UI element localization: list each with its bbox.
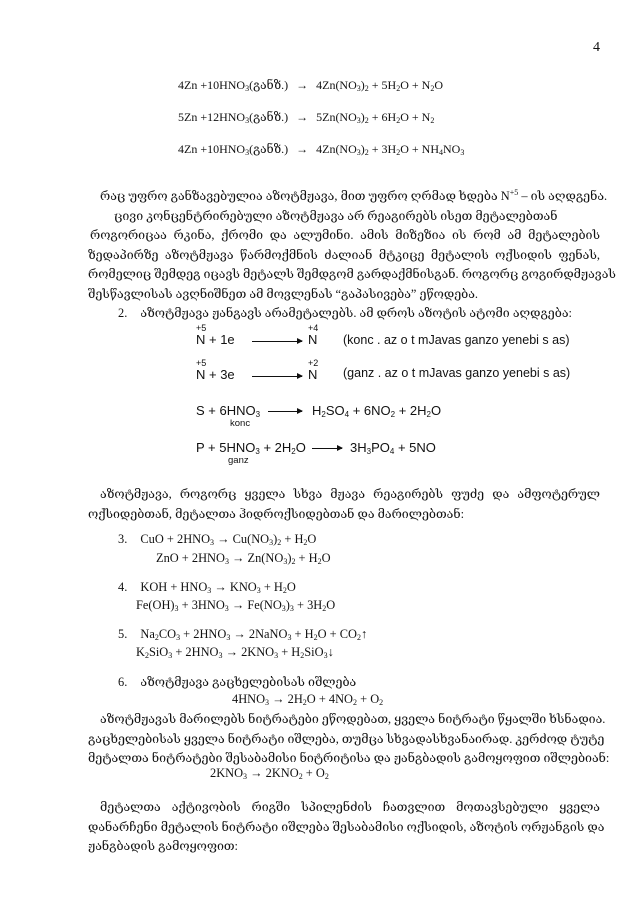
item-number: 2. (118, 306, 128, 320)
right-arrow-icon: → (296, 142, 309, 156)
paragraph-line: ჟანგბადის გამოყოფით: (88, 839, 238, 853)
reduction-note: (ganz . az o t mJavas ganzo yenebi s as) (343, 366, 571, 380)
paragraph-line: დანარჩენი მეტალის ნიტრატი იშლება შესაბამისი ოქსიდის, აზოტის ორჟანგის და (88, 819, 605, 834)
paragraph-acid-reactions (88, 485, 600, 524)
zn-equation-2 (178, 110, 434, 125)
right-arrow-icon: → (296, 110, 309, 124)
item-number: 6. (118, 675, 128, 689)
reaction-arrow-icon (312, 448, 342, 449)
page-number: 4 (593, 40, 600, 55)
zn-equation-1 (178, 78, 443, 93)
item-text: აზოტმჟავა გაცხელებისას იშლება (140, 675, 357, 689)
oxidation-state-right: +4 (308, 323, 319, 333)
equation-right: $4Zn(NO_3)_2 + 5H_2O + N_2O$ (316, 78, 443, 93)
paragraph-nitrates (88, 710, 610, 769)
list-item-6 (118, 674, 356, 690)
phosphorus-reaction-right: $3H_3PO_4 + 5NO$ (350, 440, 436, 456)
equation-left: $4Zn +10HNO_3(განზ.)$ (178, 78, 289, 93)
item-equation: CuO + $2HNO_3 \to Cu(NO_3)_2 + H_2O$ (140, 532, 317, 547)
paragraph-line: ოქსიდებთან, მეტალთა ჰიდროქსიდებთან და მარილებთან: (88, 506, 465, 521)
equation-left: $5Zn +12HNO_3(განზ.)$ (178, 110, 289, 125)
paragraph-line: აზოტმჟავა, როგორც ყველა სხვა მჟავა რეაგირებს ფუძე და ამფოტერულ (100, 487, 600, 501)
paragraph-line: ზედაპირზე აზოტმჟავა წარმოქმნის ძალიან მტკიცე მეტალის ოქსიდის ფენას, (88, 247, 600, 262)
item-3-equation-2: ZnO + $2HNO_3 \to Zn(NO_3)_2 + H_2O$ (156, 551, 331, 566)
reduction-left: N + 3e (196, 367, 235, 382)
paragraph-line: მეტალთა აქტივობის რიგში სპილენძის ჩათვლით მოთავსებული ყველა (100, 800, 600, 814)
right-arrow-icon: → (296, 78, 309, 92)
item-number: 5. (118, 627, 128, 641)
oxidation-state-right: +2 (308, 358, 319, 368)
zn-equation-3 (178, 142, 464, 157)
reduction-note: (konc . az o t mJavas ganzo yenebi s as) (343, 333, 570, 347)
reduction-right: N (308, 332, 318, 347)
item-5-equation-2: $K_2SiO_3 + 2HNO_3 \to 2KNO_3$ + $H_2SiO_3↓$ (136, 645, 334, 660)
item-4-equation-2: $Fe(OH)_3 + 3HNO_3 \to Fe(NO_3)_3 + 3H_2O$ (136, 598, 336, 613)
list-item-2 (118, 305, 572, 321)
list-item-3 (118, 532, 316, 547)
item-equation: KOH + $HNO_3 \to KNO_3 + H_2O$ (140, 580, 296, 595)
item-text: აზოტმჟავა ჟანგავს არამეტალებს. ამ დროს აზოტის ატომი აღდგება: (140, 306, 572, 320)
sulfur-reaction-right: $H_2SO_4 + 6NO_2 + 2H_2O$ (312, 403, 442, 419)
paragraph-line: რომელიც შემდეგ იცავს მეტალს შემდგომ გარდაქმნისგან. როგორც გოგირდმჟავას (88, 267, 616, 281)
paragraph-line: მეტალთა ნიტრატები შესაბამისი ნიტრიტისა და ჟანგბადის გამოყოფით იშლებიან: (88, 751, 610, 765)
item-equation: $Na_2CO_3 + 2HNO_3$ → 2NaNO$_3$ + $H_2O$ + $CO_2↑$ (140, 627, 368, 642)
oxidation-state-left: +5 (196, 358, 207, 368)
condition-label: konc (230, 418, 251, 429)
paragraph-line: გაცხელებისას ყველა ნიტრატი იშლება, თუმცა სხვადასხვანაირად. კერძოდ ტუტე (88, 731, 605, 746)
equation-left: $4Zn +10HNO_3(განზ.)$ (178, 142, 289, 157)
equation-right: $5Zn(NO_3)_2 + 6H_2O + N_2$ (316, 110, 435, 125)
item-number: 3. (118, 532, 128, 546)
decomposition-equation: $4HNO_3 \to 2H_2O + 4NO_2 + O_2$ (232, 692, 384, 707)
paragraph-line: აზოტმჟავას მარილებს ნიტრატები ეწოდებათ, ყველა ნიტრატი წყალში ხსნადია. (100, 712, 606, 726)
paragraph-passivation (88, 183, 616, 304)
reaction-arrow-icon (252, 376, 302, 377)
paragraph-line: როგორიცაა რკინა, ქრომი და ალუმინი. ამის მიზეზია ის რომ ამ მეტალების (90, 228, 600, 242)
list-item-4 (118, 580, 296, 595)
item-number: 4. (118, 580, 128, 594)
equation-right: $4Zn(NO_3)_2 + 3H_2O + NH_4NO_3$ (316, 142, 465, 157)
list-item-5 (118, 627, 367, 642)
sulfur-reaction-left: $S + 6HNO_3$ (196, 403, 261, 419)
paragraph-line: შესწავლისას ავღნიშნეთ ამ მოვლენას “გაპასივება” ეწოდება. (88, 286, 479, 301)
condition-label: ganz (228, 455, 249, 466)
reduction-left: N + 1e (196, 332, 235, 347)
reaction-arrow-icon (268, 411, 302, 412)
paragraph-line: ცივი კონცენტრირებული აზოტმჟავა არ რეაგირებს ისეთ მეტალებთან (114, 208, 558, 223)
paragraph-line: რაც უფრო განზავებულია აზოტმჟავა, მით უფრო ღრმად ხდება $N^{+5}$ – ის აღდგენა. (100, 188, 608, 203)
paragraph-metal-nitrates (88, 798, 605, 857)
oxidation-state-left: +5 (196, 323, 207, 333)
reaction-arrow-icon (252, 341, 302, 342)
phosphorus-reaction-left: $P + 5HNO_3 + 2H_2O$ (196, 440, 306, 456)
reduction-right: N (308, 367, 318, 382)
kno3-decomposition-equation: $2KNO_3 \to 2KNO_2 + O_2$ (210, 766, 329, 781)
